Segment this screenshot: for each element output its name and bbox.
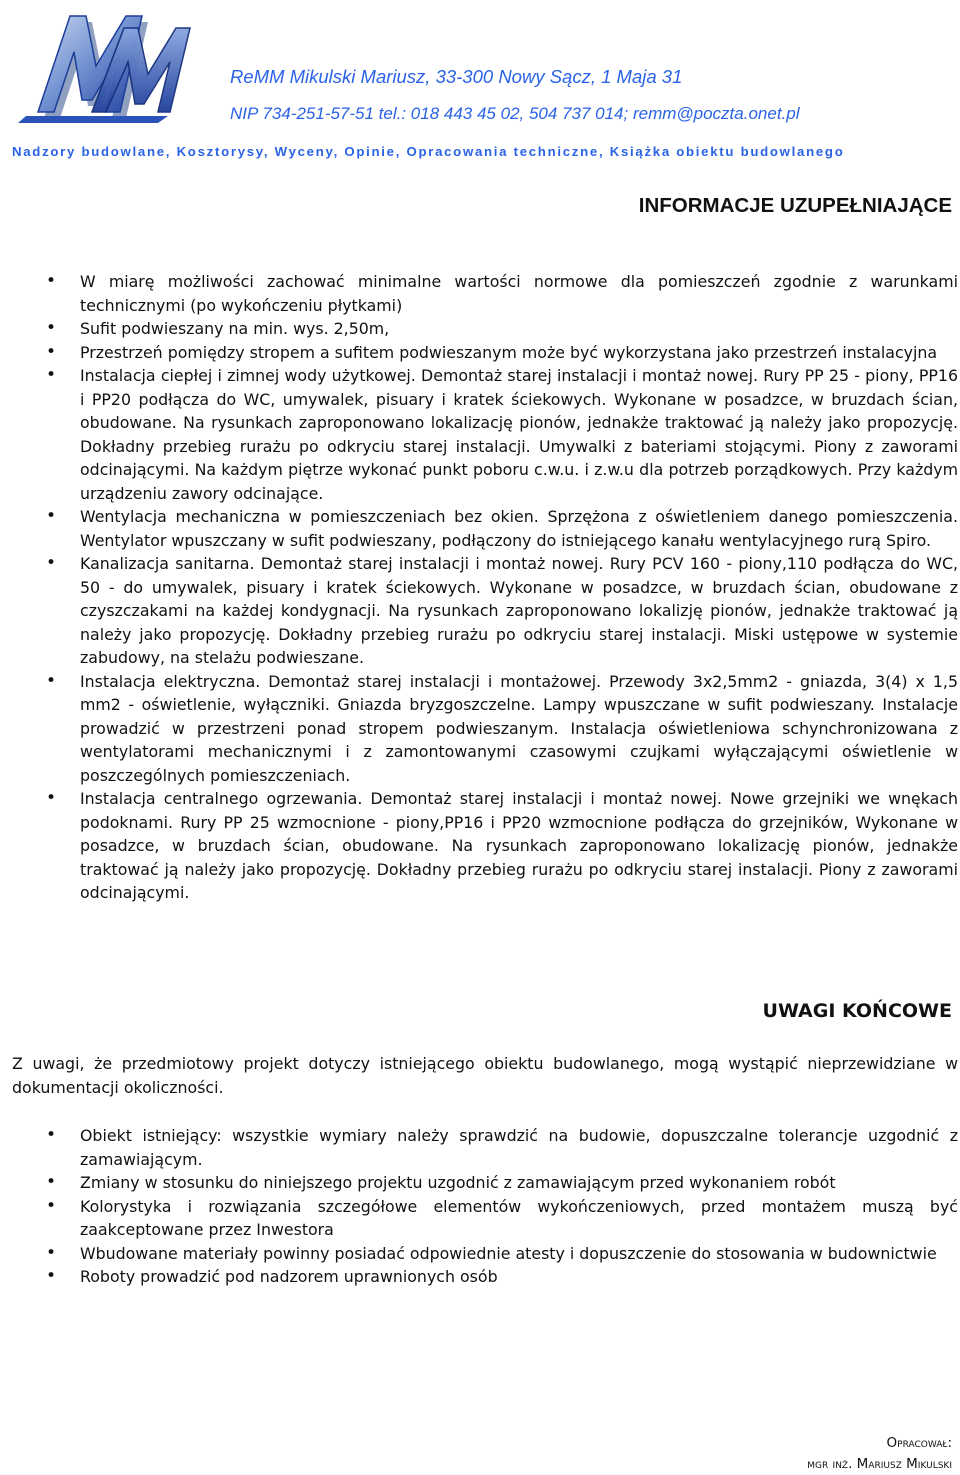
list-item: • Przestrzeń pomiędzy stropem a sufitem podwieszanym może być wykorzystana jako przestrzeń instalacyjna	[80, 341, 958, 365]
company-services: Nadzory budowlane, Kosztorysy, Wyceny, Opinie, Opracowania techniczne, Książka obiektu budowlanego	[12, 144, 845, 159]
signature-name: mgr inż. Mariusz Mikulski	[807, 1456, 952, 1472]
section-title-uwagi: UWAGI KOŃCOWE	[762, 1000, 952, 1022]
section-title-informacje: INFORMACJE UZUPEŁNIAJĄCE	[638, 194, 952, 217]
list-item: • W miarę możliwości zachować minimalne wartości normowe dla pomieszczeń zgodnie z warunkami technicznymi (po wykończeniu płytkami)	[80, 270, 958, 317]
mm-logo-icon	[8, 4, 218, 124]
list-item: • Obiekt istniejący: wszystkie wymiary należy sprawdzić na budowie, dopuszczalne tolerancje uzgodnić z zamawiającym.	[80, 1124, 958, 1171]
list-item: • Kolorystyka i rozwiązania szczegółowe elementów wykończeniowych, przed montażem muszą być zaakceptowane przez Inwestora	[80, 1195, 958, 1242]
list-item: • Instalacja ciepłej i zimnej wody użytkowej. Demontaż starej instalacji i montaż nowej. Rury PP 25 - piony, PP16 i PP20 podłącza do WC, umywalek, pisuary i kratek ściekowych. Wykonane w posadzce, w bruzdach ścian, obudowane. Na rysunkach zaproponowano lokalizację pionów, jednakże traktować ją należy jako propozycję. Dokładny przebieg rurażu po odkryciu starej instalacji. Umywalki z bateriami stojącymi. Piony z zaworami odcinającymi. Na każdym piętrze wykonać punkt poboru c.w.u. i z.w.u dla potrzeb porządkowych. Przy każdym urządzeniu zawory odcinające.	[80, 364, 958, 505]
list-item: • Wbudowane materiały powinny posiadać odpowiednie atesty i dopuszczenie do stosowania w budownictwie	[80, 1242, 958, 1266]
list-item: • Roboty prowadzić pod nadzorem uprawnionych osób	[80, 1265, 958, 1289]
signature-label: Opracował:	[886, 1435, 952, 1451]
list-item: • Instalacja centralnego ogrzewania. Demontaż starej instalacji i montaż nowej. Nowe grzejniki we wnękach podoknami. Rury PP 25 wzmocnione - piony,PP16 i PP20 wzmocnione podłącza do grzejników, Wykonane w posadzce, w bruzdach ścian, obudowane. Na rysunkach zaproponowano lokalizację pionów, jednakże traktować ją należy jako propozycję. Dokładny przebieg rurażu po odkryciu starej instalacji. Piony z zaworami odcinającymi.	[80, 787, 958, 905]
list-item: • Kanalizacja sanitarna. Demontaż starej instalacji i montaż nowej. Rury PCV 160 - piony,110 podłącza do WC, 50 - do umywalek, pisuary i kratek ściekowych. Wykonane w posadzce, w bruzdach ścian, obudowane z czyszczakami na każdej kondygnacji. Na rysunkach zaproponowano lokalizję pionów, jednakże traktować ją należy jako propozycję. Dokładny przebieg rurażu po odkryciu starej instalacji. Miski ustępowe w systemie zabudowy, na stelażu podwieszane.	[80, 552, 958, 670]
company-name	[230, 66, 682, 88]
uwagi-list	[80, 1124, 958, 1289]
list-item: • Wentylacja mechaniczna w pomieszczeniach bez okien. Sprzężona z oświetleniem danego pomieszczenia. Wentylator wpuszczany w sufit podwieszany, podłączony do istniejącego kanału wentylacyjnego rurą Spiro.	[80, 505, 958, 552]
uwagi-intro: Z uwagi, że przedmiotowy projekt dotyczy istniejącego obiektu budowlanego, mogą wystąpić nieprzewidziane w dokumentacji okoliczności.	[12, 1054, 958, 1097]
list-item: • Instalacja elektryczna. Demontaż starej instalacji i montażowej. Przewody 3x2,5mm2 - gniazda, 3(4) x 1,5 mm2 - oświetlenie, wyłączniki. Gniazda bryzgoszczelne. Lampy wpuszczane w sufit podwieszany. Instalacje prowadzić w przestrzeni ponad stropem podwieszanym. Instalacja oświetleniowa schynchronizowana z wentylatorami mechanicznymi i z zamontowanymi czasowymi czujkami wyłączającymi oświetlenie w poszczególnych pomieszczeniach.	[80, 670, 958, 788]
info-list	[80, 270, 958, 905]
company-name-text: ReMM Mikulski Mariusz, 33-300 Nowy Sącz, 1 Maja 31	[230, 66, 683, 87]
company-contact: NIP 734-251-57-51 tel.: 018 443 45 02, 504 737 014; remm@poczta.onet.pl	[230, 104, 800, 123]
list-item: • Zmiany w stosunku do niniejszego projektu uzgodnić z zamawiającym przed wykonaniem robót	[80, 1171, 958, 1195]
list-item: • Sufit podwieszany na min. wys. 2,50m,	[80, 317, 958, 341]
